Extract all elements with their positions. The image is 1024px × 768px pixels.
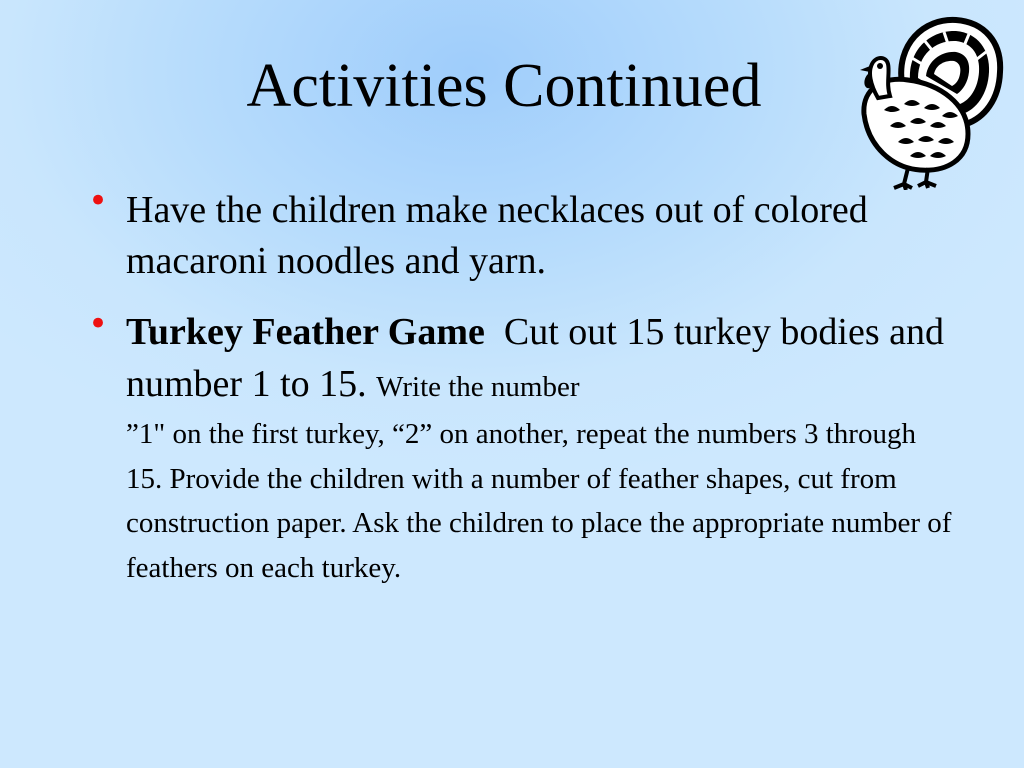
bullet-continuation-text: ”1" on the first turkey, “2” on another, repeat the numbers 3 through 15. Provide the children with a number of feather shapes, cut from construction paper. Ask the children to place the appropriate number of feathers on each turkey. — [126, 418, 952, 584]
bullet-marker: • — [88, 181, 109, 221]
slide-title: Activities Continued — [246, 52, 762, 120]
bullet-item — [126, 306, 956, 413]
bullet-inline-text: Write the number — [376, 371, 580, 403]
bullet-lead-text: Cut out 15 turkey bodies and number 1 to 15. — [126, 311, 944, 405]
bullet-item: Have the children make necklaces out of colored macaroni noodles and yarn. — [126, 189, 868, 282]
bullet-heading: Turkey Feather Game — [126, 311, 485, 353]
bullet-marker: • — [88, 304, 109, 344]
